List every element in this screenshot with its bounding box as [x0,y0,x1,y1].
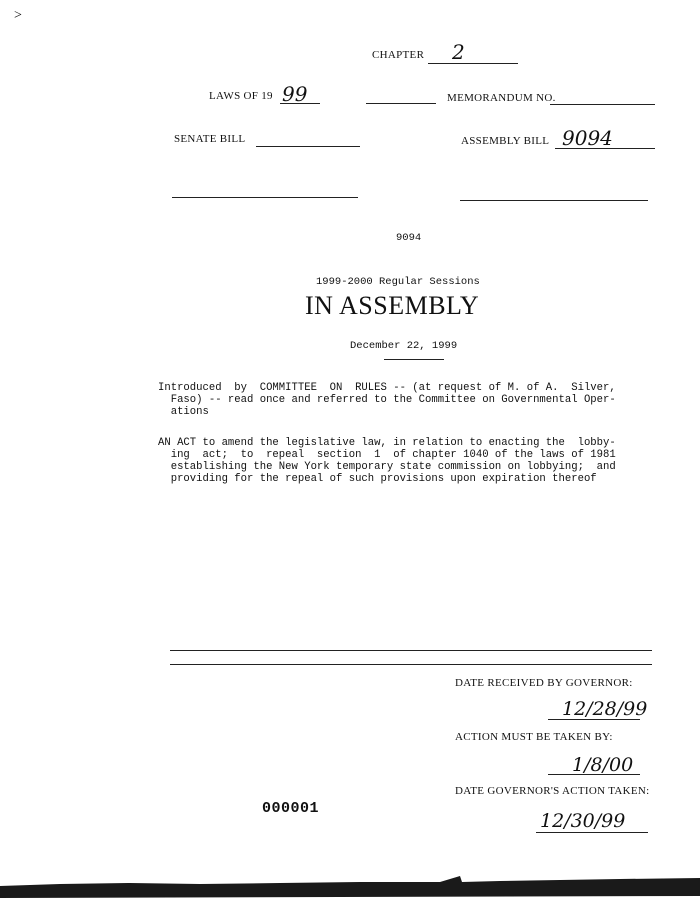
act-line-1: AN ACT to amend the legislative law, in relation to enacting the lobby- [158,437,616,449]
chapter-label: CHAPTER [372,49,425,61]
blank-rule-left [172,197,358,198]
introduction-date: December 22, 1999 [350,340,458,352]
action-taken-line [536,832,648,833]
scan-edge [0,860,700,902]
memorandum-label: MEMORANDUM NO. [447,92,556,104]
act-line-3: establishing the New York temporary state commission on lobbying; and [158,461,616,473]
session: 1999-2000 Regular Sessions [316,276,480,288]
house-title: IN ASSEMBLY [305,291,480,320]
chapter-value: 2 [452,40,465,64]
introduction-line-3: ations [158,406,209,418]
action-must-value: 1/8/00 [572,754,634,776]
introduction-line-1: Introduced by COMMITTEE ON RULES -- (at request of M. of A. Silver, [158,382,616,394]
corner-mark: > [14,8,22,23]
action-must-line [548,774,640,775]
action-taken-value: 12/30/99 [540,810,626,832]
senate-bill-label: SENATE BILL [174,133,246,145]
bill-number: 9094 [396,232,422,244]
double-rule-top [170,650,652,651]
date-underline [384,359,444,360]
act-line-4: providing for the repeal of such provisions upon expiration thereof [158,473,597,485]
laws-year: 99 [282,82,308,106]
introduction-line-2: Faso) -- read once and referred to the Committee on Governmental Oper- [158,394,616,406]
act-line-2: ing act; to repeal section 1 of chapter 1040 of the laws of 1981 [158,449,616,461]
laws-blank-line [366,103,436,104]
assembly-bill-label: ASSEMBLY BILL [461,135,550,147]
blank-rule-right [460,200,648,201]
double-rule-bottom [170,664,652,665]
action-must-label: ACTION MUST BE TAKEN BY: [455,731,613,743]
action-taken-label: DATE GOVERNOR'S ACTION TAKEN: [455,785,650,797]
senate-bill-line [256,146,360,147]
date-received-label: DATE RECEIVED BY GOVERNOR: [455,677,633,689]
page-number: 000001 [262,800,320,817]
memorandum-line [550,104,655,105]
date-received-line [548,719,640,720]
laws-label: LAWS OF 19 [209,90,273,102]
assembly-bill-value: 9094 [562,126,613,150]
chapter-line [428,63,518,64]
date-received-value: 12/28/99 [562,698,648,720]
